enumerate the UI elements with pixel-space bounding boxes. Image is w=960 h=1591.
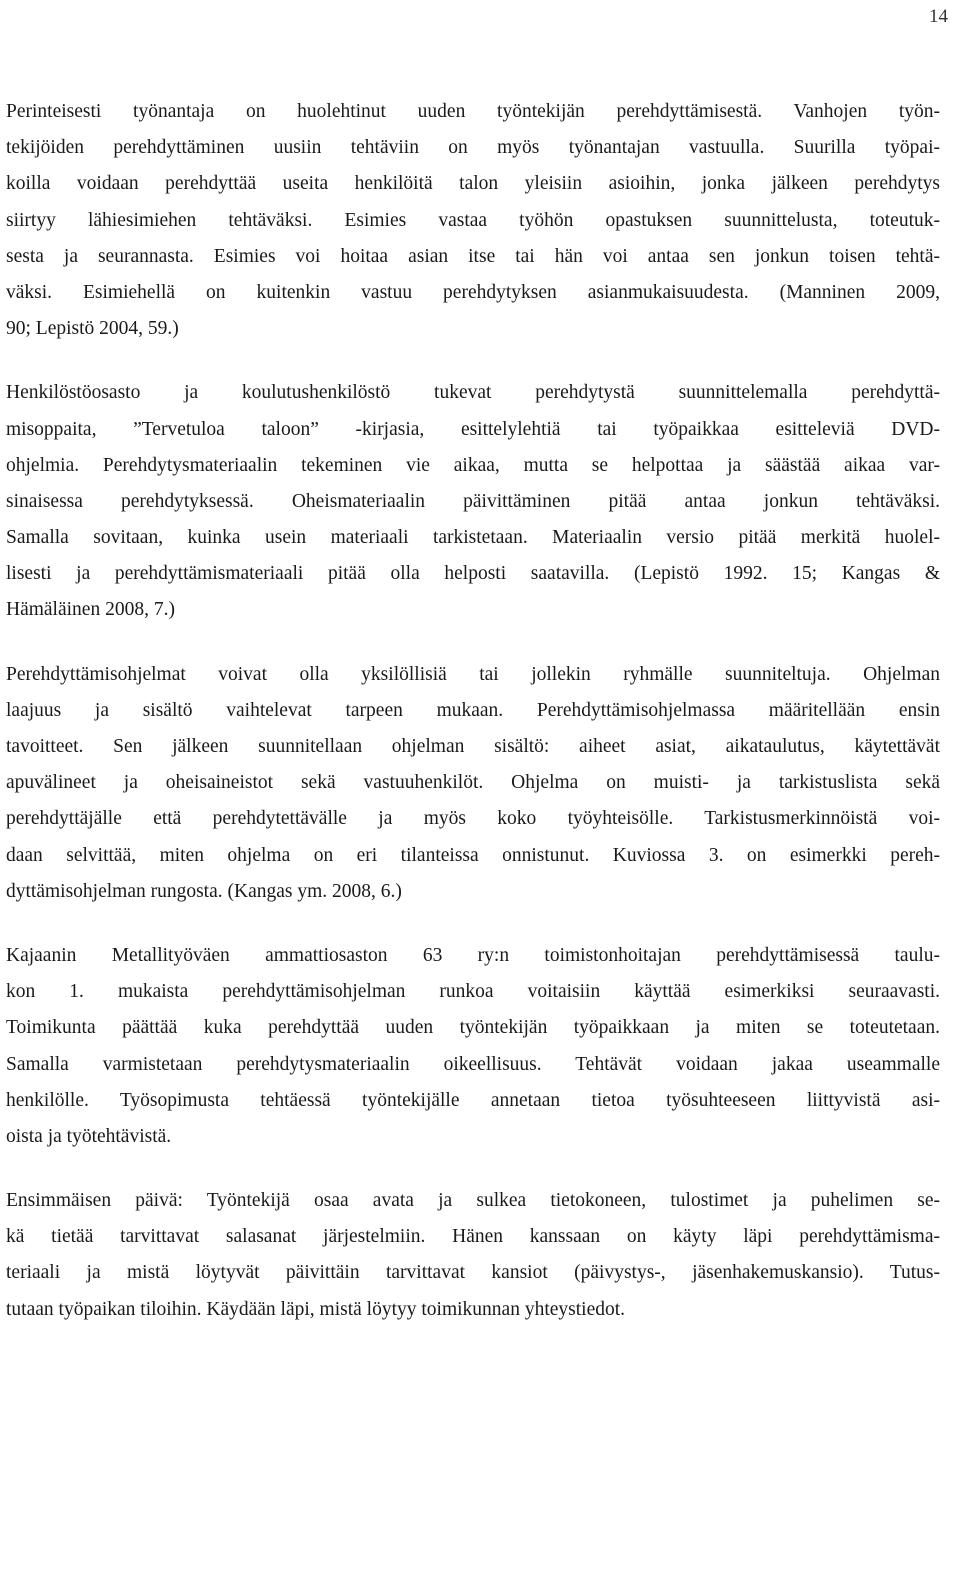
paragraph (6, 1183, 940, 1328)
text-line: misoppaita, ”Tervetuloa taloon” -kirjasia, esittelylehtiä tai työpaikkaa esitteleviä DVD- (6, 418, 940, 440)
text-line: ohjelmia. Perehdytysmateriaalin tekeminen vie aikaa, mutta se helpottaa ja säästää aikaa var- (6, 454, 940, 476)
text-line: kä tietää tarvittavat salasanat järjestelmiin. Hänen kanssaan on käyty läpi perehdyttämisma- (6, 1226, 940, 1248)
text-line: Toimikunta päättää kuka perehdyttää uuden työntekijän työpaikkaan ja miten se toteutetaan. (6, 1017, 940, 1039)
text-line: sinaisessa perehdytyksessä. Oheismateriaalin päivittäminen pitää antaa jonkun tehtäväksi. (6, 490, 940, 512)
text-line: Perehdyttämisohjelmat voivat olla yksilöllisiä tai jollekin ryhmälle suunniteltuja. Ohjelman (6, 663, 940, 685)
text-line: kon 1. mukaista perehdyttämisohjelman runkoa voitaisiin käyttää esimerkiksi seuraavasti. (6, 981, 940, 1003)
text-line: teriaali ja mistä löytyvät päivittäin tarvittavat kansiot (päivystys-, jäsenhakemuskansio). Tutus- (6, 1262, 940, 1284)
text-line: Perinteisesti työnantaja on huolehtinut uuden työntekijän perehdyttämisestä. Vanhojen työn- (6, 101, 940, 122)
document-body (6, 94, 940, 1356)
text-line: apuvälineet ja oheisaineistot sekä vastuuhenkilöt. Ohjelma on muisti- ja tarkistuslista sekä (6, 772, 940, 794)
paragraph (6, 657, 940, 910)
text-line: tekijöiden perehdyttäminen uusiin tehtäviin on myös työnantajan vastuulla. Suurilla työpai- (6, 137, 940, 159)
text-line: perehdyttäjälle että perehdytettävälle ja myös koko työyhteisölle. Tarkistusmerkinnöistä voi- (6, 808, 940, 830)
text-line: Ensimmäisen päivä: Työntekijä osaa avata ja sulkea tietokoneen, tulostimet ja puhelimen se- (6, 1190, 940, 1212)
text-line: Kajaanin Metallityöväen ammattiosaston 63 ry:n toimistonhoitajan perehdyttämisessä taulu- (6, 944, 940, 966)
text-line: dyttämisohjelman rungosta. (Kangas ym. 2008, 6.) (6, 880, 402, 902)
text-line: 90; Lepistö 2004, 59.) (6, 318, 179, 340)
text-line: Henkilöstöosasto ja koulutushenkilöstö tukevat perehdytystä suunnittelemalla perehdyttä- (6, 382, 940, 404)
text-line: oista ja työtehtävistä. (6, 1125, 172, 1147)
text-line: väksi. Esimiehellä on kuitenkin vastuu perehdytyksen asianmukaisuudesta. (Manninen 2009, (6, 281, 940, 303)
text-line: daan selvittää, miten ohjelma on eri tilanteissa onnistunut. Kuviossa 3. on esimerkki pereh- (6, 844, 940, 866)
page-number: 14 (929, 6, 948, 27)
text-line: Samalla varmistetaan perehdytysmateriaalin oikeellisuus. Tehtävät voidaan jakaa useammalle (6, 1053, 940, 1075)
text-line: tutaan työpaikan tiloihin. Käydään läpi, mistä löytyy toimikunnan yhteystiedot. (6, 1298, 626, 1320)
text-line: laajuus ja sisältö vaihtelevat tarpeen mukaan. Perehdyttämisohjelmassa määritellään ensin (6, 699, 940, 721)
paragraph (6, 938, 940, 1155)
paragraph (6, 94, 940, 347)
text-line: lisesti ja perehdyttämismateriaali pitää olla helposti saatavilla. (Lepistö 1992. 15; Kangas & (6, 563, 940, 585)
paragraph (6, 375, 940, 628)
text-line: sesta ja seurannasta. Esimies voi hoitaa asian itse tai hän voi antaa sen jonkun toisen tehtä- (6, 245, 940, 267)
text-line: henkilölle. Työsopimusta tehtäessä työntekijälle annetaan tietoa työsuhteeseen liittyvistä asi- (6, 1089, 940, 1111)
text-line: Samalla sovitaan, kuinka usein materiaali tarkistetaan. Materiaalin versio pitää merkitä huolel- (6, 527, 940, 549)
text-line: tavoitteet. Sen jälkeen suunnitellaan ohjelman sisältö: aiheet asiat, aikataulutus, käytettävät (6, 736, 940, 757)
text-line: Hämäläinen 2008, 7.) (6, 599, 175, 621)
text-line: koilla voidaan perehdyttää useita henkilöitä talon yleisiin asioihin, jonka jälkeen perehdytys (6, 173, 940, 195)
text-line: siirtyy lähiesimiehen tehtäväksi. Esimies vastaa työhön opastuksen suunnittelusta, toteutuk- (6, 209, 940, 231)
